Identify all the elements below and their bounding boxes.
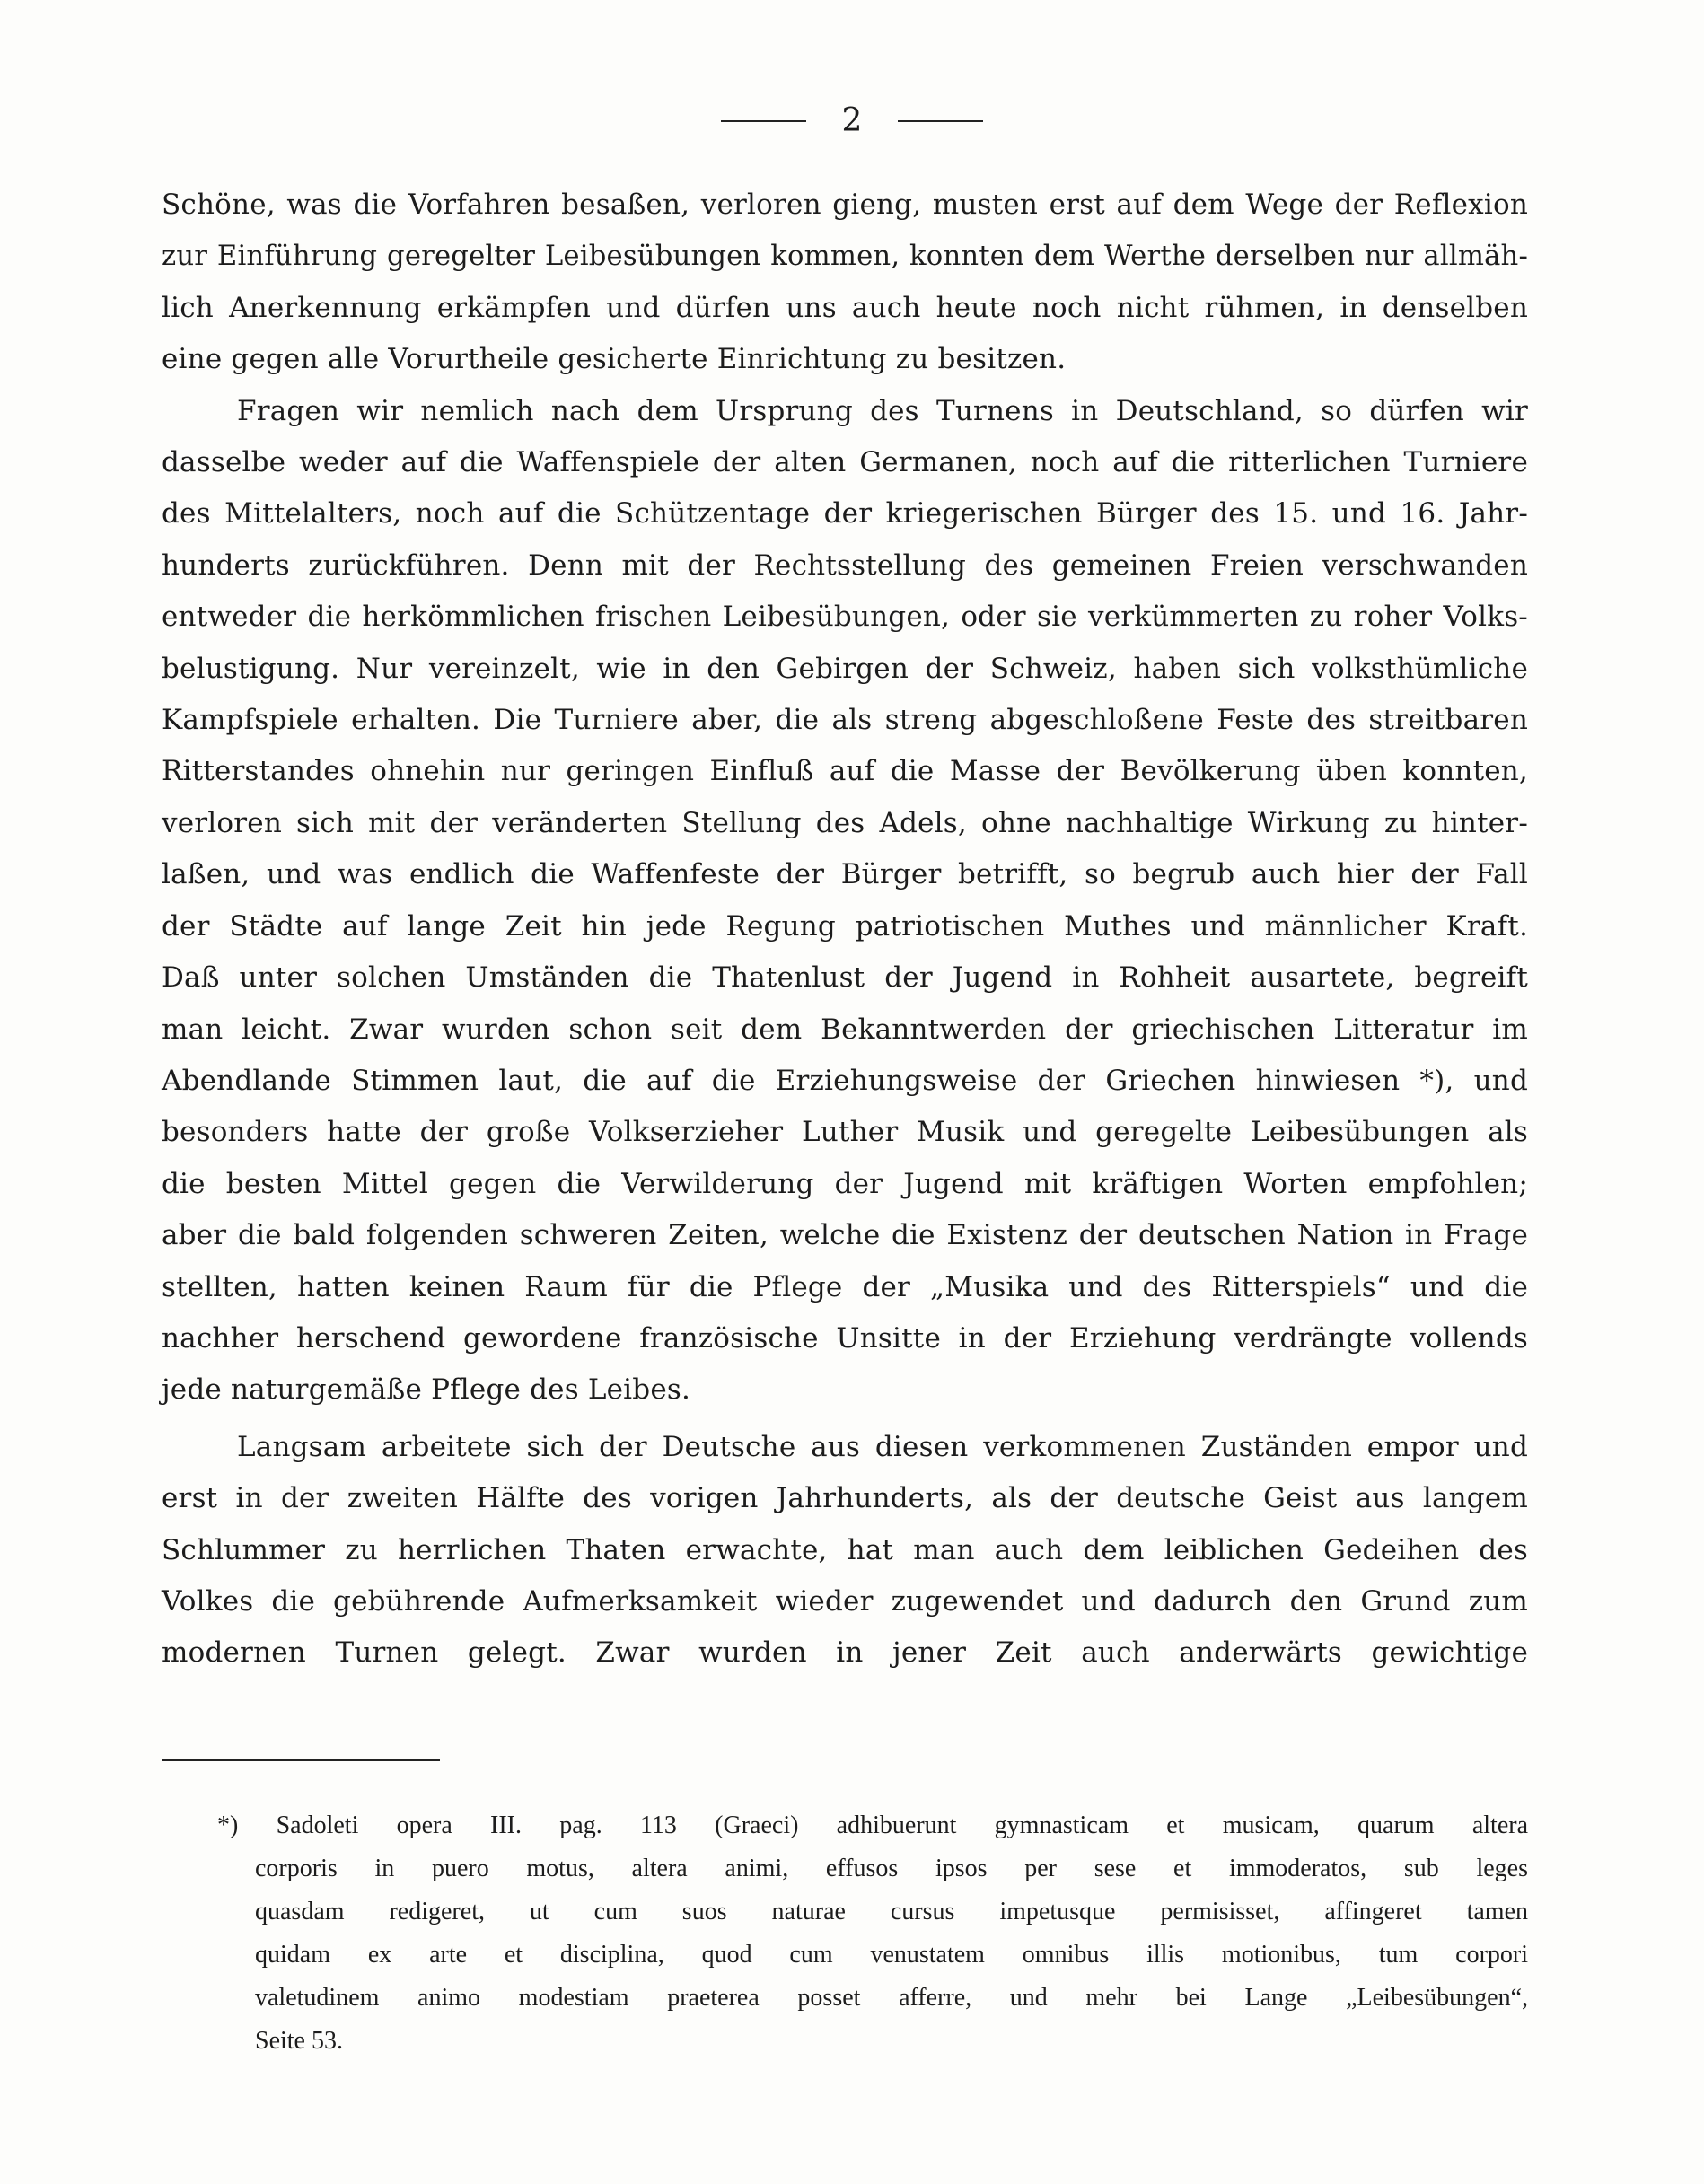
main-text [162, 180, 1528, 1680]
text-line: der Städte auf lange Zeit hin jede Regung patriotischen Muthes und männlicher Kraft. [162, 909, 1528, 943]
header-rule-right [898, 120, 983, 122]
footnote-line: corporis in puero motus, altera animi, effusos ipsos per sese et immoderatos, sub leges [255, 1855, 1528, 1882]
text-line: besonders hatte der große Volkserzieher Luther Musik und geregelte Leibesübungen als [162, 1116, 1528, 1149]
text-line: hunderts zurückführen. Denn mit der Rechtsstellung des gemeinen Freien verschwanden [162, 548, 1528, 582]
text-line: dasselbe weder auf die Waffenspiele der alten Germanen, noch auf die ritterlichen Turniere [162, 446, 1528, 479]
text-line: eine gegen alle Vorurtheile gesicherte Einrichtung zu besitzen. [162, 343, 1067, 376]
footnote-rule [162, 1759, 440, 1761]
paragraph-1 [162, 180, 1528, 386]
footnote-line: Seite 53. [255, 2027, 343, 2055]
footnote-line: valetudinem animo modestiam praeterea posset afferre, und mehr bei Lange „Leibesübungen“, [255, 1984, 1528, 2012]
footnote-line: *) Sadoleti opera III. pag. 113 (Graeci) adhibuerunt gymnasticam et musicam, quarum altera [217, 1811, 1528, 1839]
text-line: Fragen wir nemlich nach dem Ursprung des Turnens in Deutschland, so dürfen wir [237, 394, 1528, 427]
text-line: Volkes die gebührende Aufmerksamkeit wieder zugewendet und dadurch den Grund zum [162, 1584, 1528, 1618]
footnote-line: quidam ex arte et disciplina, quod cum venustatem omnibus illis motionibus, tum corpori [255, 1941, 1528, 1969]
text-line: Daß unter solchen Umständen die Thatenlust der Jugend in Rohheit ausartete, begreift [162, 961, 1528, 995]
text-line: Abendlande Stimmen laut, die auf die Erziehungsweise der Griechen hinwiesen *), und [162, 1064, 1528, 1097]
text-line: Kampfspiele erhalten. Die Turniere aber, die als streng abgeschloßene Feste des streitbaren [162, 704, 1528, 737]
text-line: man leicht. Zwar wurden schon seit dem Bekanntwerden der griechischen Litteratur im [162, 1013, 1528, 1046]
text-line: nachher herschend gewordene französische Unsitte in der Erziehung verdrängte vollends [162, 1321, 1528, 1355]
text-line: des Mittelalters, noch auf die Schützentage der kriegerischen Bürger des 15. und 16. Jahr- [162, 497, 1528, 531]
text-line: laßen, und was endlich die Waffenfeste der Bürger betrifft, so begrub auch hier der Fall [162, 858, 1528, 891]
footnote-line: quasdam redigeret, ut cum suos naturae cursus impetusque permisisset, affingeret tamen [255, 1898, 1528, 1925]
text-line: modernen Turnen gelegt. Zwar wurden in jener Zeit auch anderwärts gewichtige [162, 1636, 1528, 1670]
paragraph-2 [162, 386, 1528, 1417]
text-line: erst in der zweiten Hälfte des vorigen Jahrhunderts, als der deutsche Geist aus langem [162, 1482, 1528, 1515]
text-line: belustigung. Nur vereinzelt, wie in den Gebirgen der Schweiz, haben sich volksthümliche [162, 652, 1528, 685]
text-line: stellten, hatten keinen Raum für die Pflege der „Musika und des Ritterspiels“ und die [162, 1270, 1528, 1303]
text-line: Schöne, was die Vorfahren besaßen, verloren gieng, musten erst auf dem Wege der Reflexion [162, 189, 1528, 221]
page-header [0, 99, 1704, 144]
paragraph-3 [162, 1422, 1528, 1680]
header-rule-left [721, 120, 806, 122]
text-line: Schlummer zu herrlichen Thaten erwachte, hat man auch dem leiblichen Gedeihen des [162, 1533, 1528, 1566]
text-line: entweder die herkömmlichen frischen Leibesübungen, oder sie verkümmerten zu roher Volks- [162, 601, 1528, 634]
text-line: verloren sich mit der veränderten Stellung des Adels, ohne nachhaltige Wirkung zu hinter- [162, 806, 1528, 839]
text-line: lich Anerkennung erkämpfen und dürfen uns auch heute noch nicht rühmen, in denselben [162, 291, 1528, 324]
text-line: zur Einführung geregelter Leibesübungen kommen, konnten dem Werthe derselben nur allmäh- [162, 241, 1528, 273]
text-line: jede naturgemäße Pflege des Leibes. [162, 1373, 691, 1407]
text-line: die besten Mittel gegen die Verwilderung der Jugend mit kräftigen Worten empfohlen; [162, 1167, 1528, 1200]
text-line: Ritterstandes ohnehin nur geringen Einfluß auf die Masse der Bevölkerung üben konnten, [162, 755, 1528, 788]
footnote [162, 1804, 1528, 2063]
page-number: 2 [841, 102, 863, 139]
text-line: Langsam arbeitete sich der Deutsche aus diesen verkommenen Zuständen empor und [237, 1430, 1528, 1463]
text-line: aber die bald folgenden schweren Zeiten, welche die Existenz der deutschen Nation in Frage [162, 1219, 1528, 1252]
